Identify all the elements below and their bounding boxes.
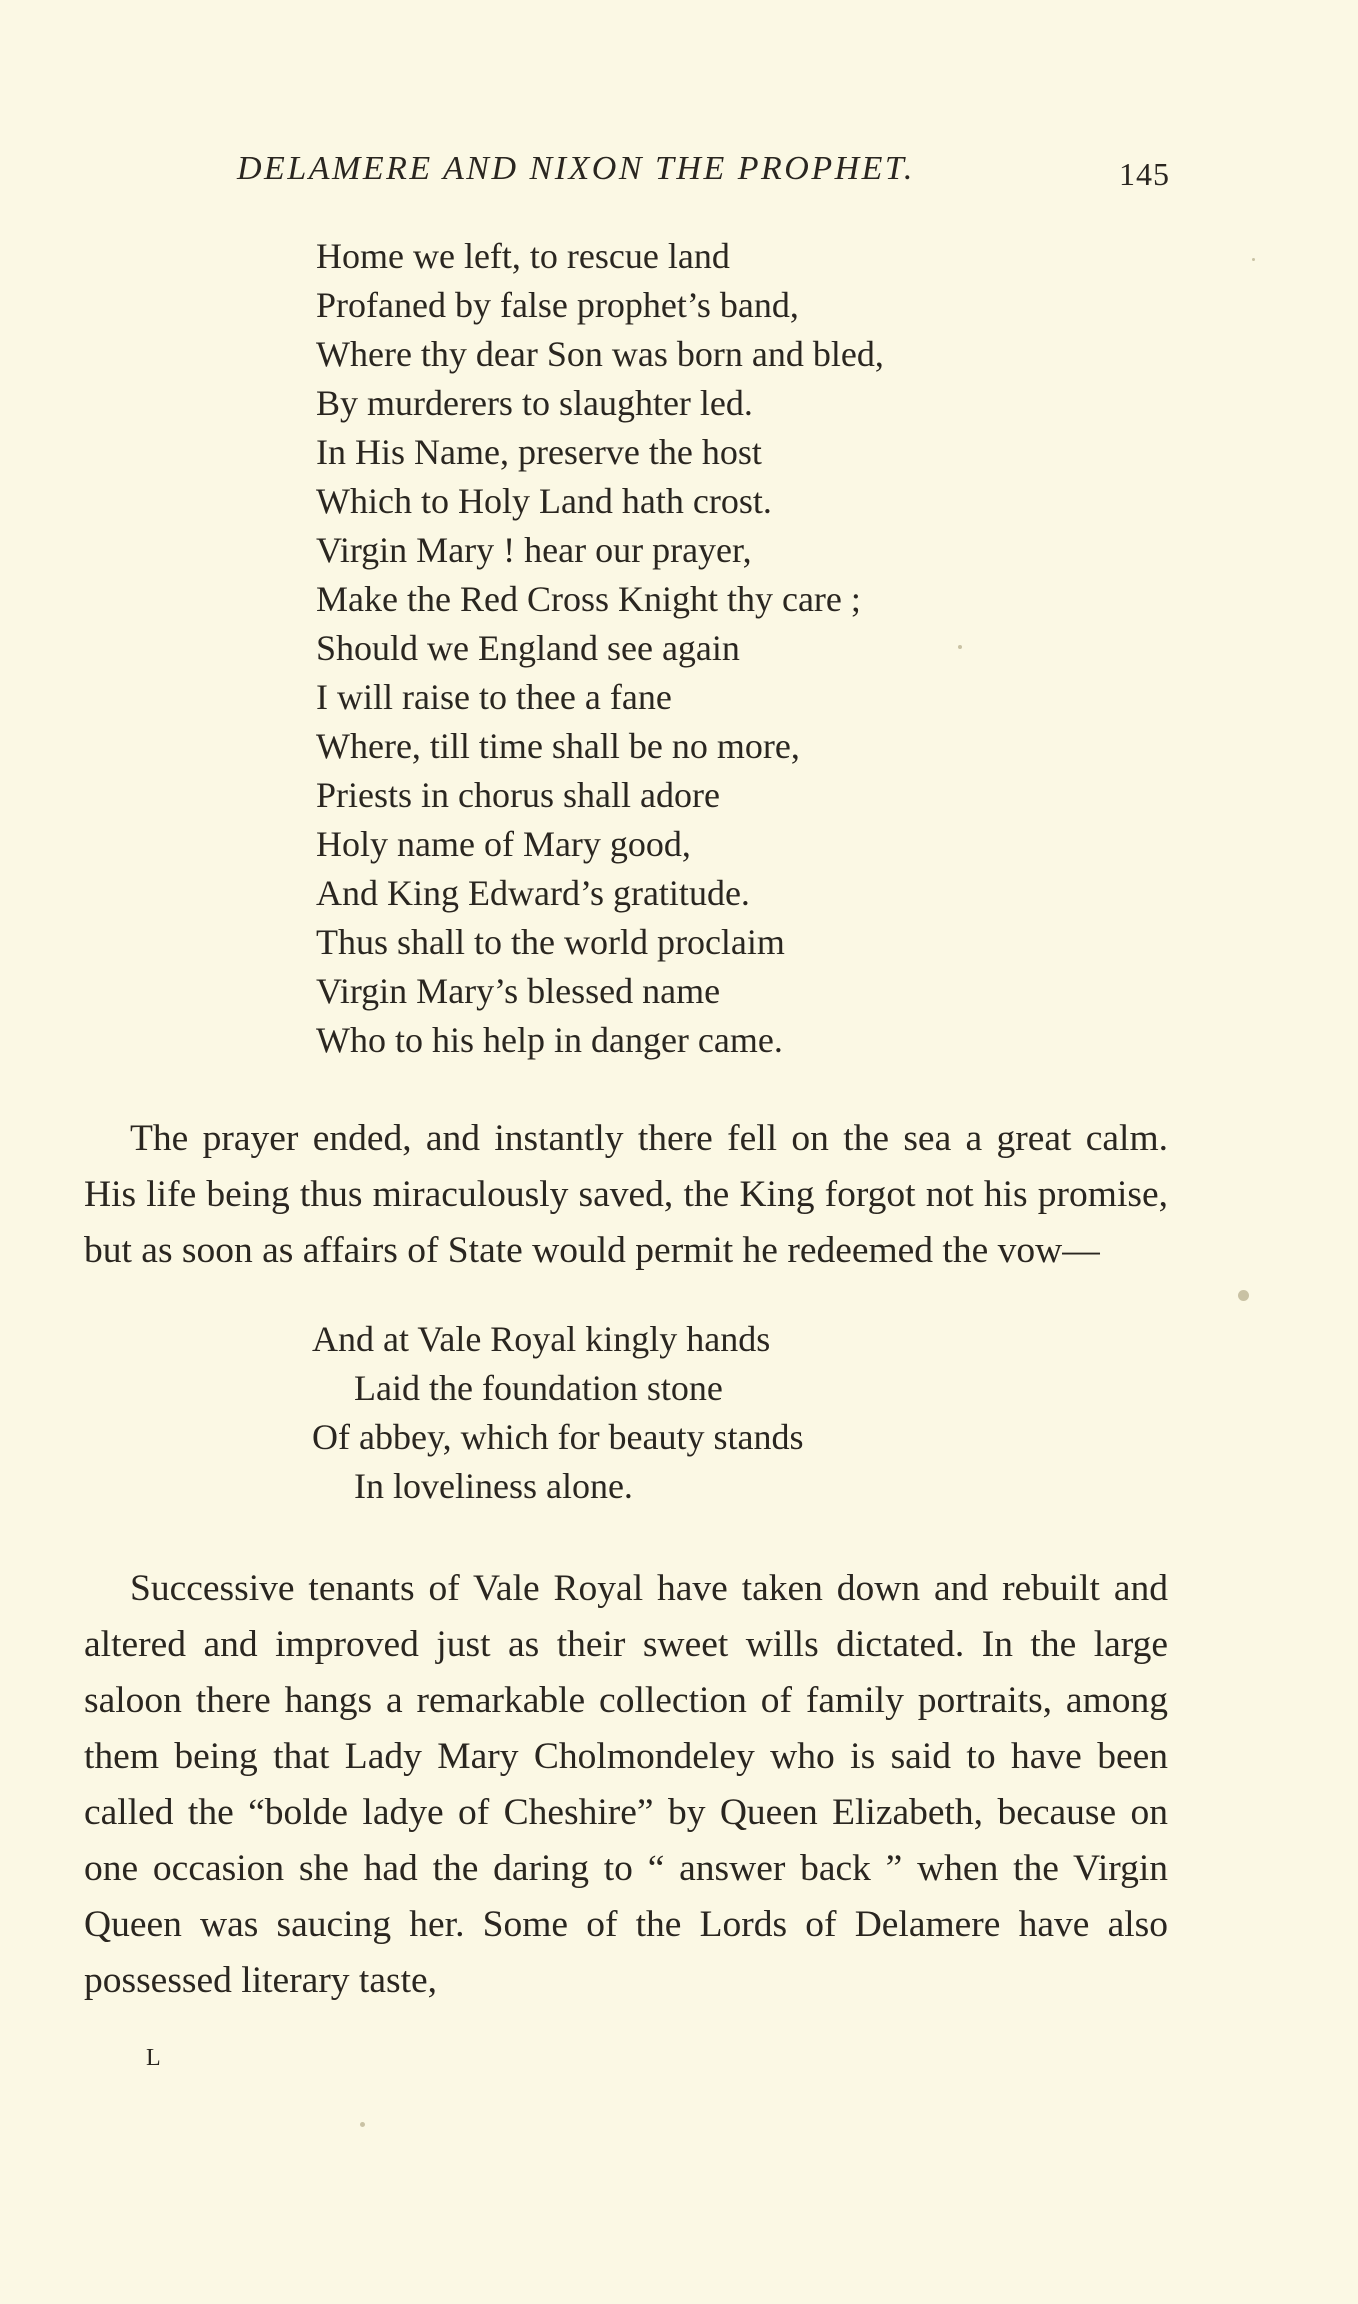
verse-block-prayer: [316, 232, 884, 1065]
verse-line: And at Vale Royal kingly hands: [312, 1319, 771, 1359]
verse-line: Thus shall to the world proclaim: [316, 922, 785, 962]
verse-line: Priests in chorus shall adore: [316, 775, 720, 815]
paper-speck: [360, 2122, 365, 2127]
verse-line: Who to his help in danger came.: [316, 1020, 783, 1060]
verse-line: In loveliness alone.: [354, 1466, 633, 1506]
paragraph-prayer-ended: The prayer ended, and instantly there fell on the sea a great calm. His life being thus miraculously saved, the King forgot not his promise, but as soon as affairs of State would permit he redeemed the vow—: [84, 1117, 1168, 1271]
verse-line: In His Name, preserve the host: [316, 432, 762, 472]
verse-line: Should we England see again: [316, 628, 740, 668]
paper-speck: [958, 645, 962, 649]
verse-line: Make the Red Cross Knight thy care ;: [316, 579, 861, 619]
verse-line: Where thy dear Son was born and bled,: [316, 334, 884, 374]
verse-line: Laid the foundation stone: [354, 1368, 723, 1408]
verse-line: Virgin Mary ! hear our prayer,: [316, 530, 752, 570]
verse-line: I will raise to thee a fane: [316, 677, 672, 717]
verse-line: And King Edward’s gratitude.: [316, 873, 750, 913]
verse-line: Holy name of Mary good,: [316, 824, 691, 864]
verse-line: Virgin Mary’s blessed name: [316, 971, 721, 1011]
verse-line: Profaned by false prophet’s band,: [316, 285, 799, 325]
verse-block-vale-royal: [312, 1315, 804, 1511]
paper-speck: [1252, 258, 1255, 261]
page-number: 145: [1119, 156, 1170, 192]
signature-mark: L: [146, 2045, 162, 2071]
verse-line: Home we left, to rescue land: [316, 236, 730, 276]
verse-line: Which to Holy Land hath crost.: [316, 481, 772, 521]
paper-speck: [1238, 1290, 1249, 1301]
verse-line: Of abbey, which for beauty stands: [312, 1417, 804, 1457]
verse-line: By murderers to slaughter led.: [316, 383, 753, 423]
running-title: DELAMERE AND NIXON THE PROPHET.: [237, 150, 915, 187]
verse-line: Where, till time shall be no more,: [316, 726, 800, 766]
running-head: [80, 150, 1170, 200]
paragraph-successive-tenants: Successive tenants of Vale Royal have taken down and rebuilt and altered and improved just as their sweet wills dictated. In the large saloon there hangs a remarkable collection of family portraits, among them being that Lady Mary Cholmondeley who is said to have been called the “bolde ladye of Cheshire” by Queen Elizabeth, because on one occasion she had the daring to “ answer back ” when the Virgin Queen was saucing her. Some of the Lords of Delamere have also possessed literary taste,: [84, 1567, 1168, 2001]
